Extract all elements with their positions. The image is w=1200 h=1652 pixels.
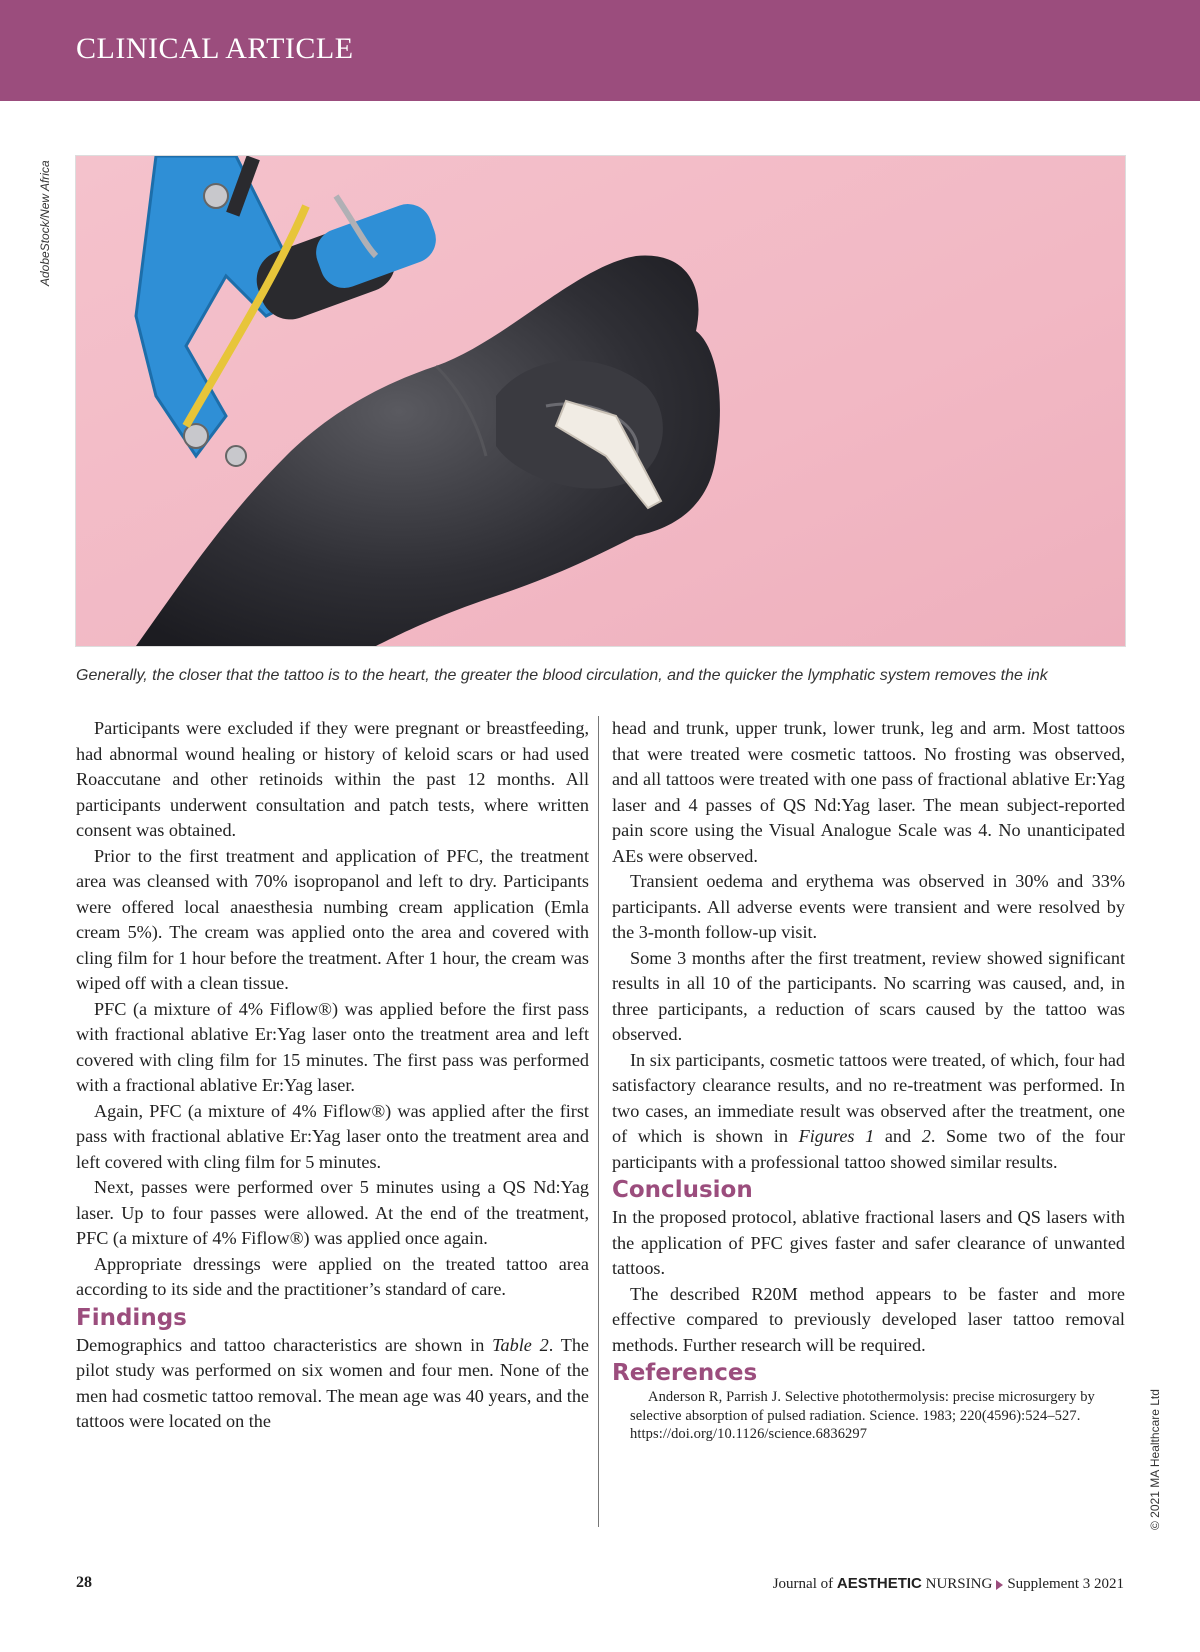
column-divider: [598, 716, 599, 1527]
tattoo-machine-photo: [75, 155, 1126, 647]
references-heading: References: [612, 1360, 758, 1386]
copyright-text: © 2021 MA Healthcare Ltd: [1148, 1389, 1162, 1530]
right-column: [612, 716, 1125, 1444]
paragraph: Transient oedema and erythema was observed in 30% and 33% participants. All adverse events were transient and were resolved by the 3-month follow-up visit.: [612, 871, 1125, 942]
paragraph: Next, passes were performed over 5 minutes using a QS Nd:Yag laser. Up to four passes were allowed. At the end of the treatment, PFC (a mixture of 4% Fiflow®) was applied once again.: [76, 1177, 589, 1248]
paragraph: PFC (a mixture of 4% Fiflow®) was applied before the first pass with fractional ablative Er:Yag laser onto the treatment area and left covered with cling film for 15 minutes. The first pass was performed with a fractional ablative Er:Yag laser.: [76, 998, 589, 1095]
photo-illustration: [76, 156, 1125, 646]
paragraph: Again, PFC (a mixture of 4% Fiflow®) was applied after the first pass with fractional ablative Er:Yag laser onto the treatment area and left covered with cling film for 5 minutes.: [76, 1100, 589, 1172]
photo-credit: [38, 156, 52, 286]
paragraph: Prior to the first treatment and application of PFC, the treatment area was cleansed with 70% isopropanol and left to dry. Participants were offered local anaesthesia numbing cream application (Emla cream 5%). The cream was applied onto the area and covered with cling film for 1 hour before the treatment. After 1 hour, the cream was wiped off with a clean tissue.: [76, 845, 589, 993]
paragraph: Some 3 months after the first treatment, review showed significant results in all 10 of the participants. No scarring was caused, and, in three participants, a reduction of scars caused by the tattoo was observed.: [612, 947, 1125, 1044]
paragraph: Participants were excluded if they were pregnant or breastfeeding, had abnormal wound healing or history of keloid scars or had used Roaccutane and other retinoids within the past 12 months. All participants underwent consultation and patch tests, where written consent was obtained.: [76, 718, 589, 840]
photo-credit-text: AdobeStock/New Africa: [38, 160, 52, 286]
left-column: [76, 716, 589, 1435]
journal-footer: Journal of AESTHETIC NURSING Supplement 3 2021: [772, 1575, 1124, 1592]
conclusion-heading: Conclusion: [612, 1177, 753, 1203]
section-title: CLINICAL ARTICLE: [76, 32, 354, 65]
triangle-icon: [996, 1580, 1003, 1590]
paragraph: head and trunk, upper trunk, lower trunk, leg and arm. Most tattoos that were treated were cosmetic tattoos. No frosting was observed, and all tattoos were treated with one pass of fractional ablative Er:Yag laser and 4 passes of QS Nd:Yag laser. The mean subject-reported pain score using the Visual Analogue Scale was 4. No unanticipated AEs were observed.: [612, 718, 1125, 866]
reference-item: Anderson R, Parrish J. Selective photothermolysis: precise microsurgery by selective absorption of pulsed radiation. Science. 1983; 220(4596):524–527. https://doi.org/10.1126/science.6836297: [630, 1389, 1095, 1442]
page-number: 28: [76, 1574, 92, 1591]
paragraph: Appropriate dressings were applied on the treated tattoo area according to its side and the practitioner’s standard of care.: [76, 1253, 589, 1299]
paragraph: In six participants, cosmetic tattoos were treated, of which, four had satisfactory clearance results, and no re-treatment was performed. In two cases, an immediate result was observed after the treatment, one of which is shown in Figures 1 and 2. Some two of the four participants with a professional tattoo showed similar results.: [612, 1049, 1125, 1172]
paragraph: In the proposed protocol, ablative fractional lasers and QS lasers with the application of PFC gives faster and safer clearance of unwanted tattoos.: [612, 1207, 1125, 1278]
copyright-credit: [1148, 1380, 1162, 1530]
findings-heading: Findings: [76, 1304, 187, 1331]
photo-caption: Generally, the closer that the tattoo is to the heart, the greater the blood circulation, and the quicker the lymphatic system removes the ink: [76, 667, 1048, 684]
findings-paragraph: Demographics and tattoo characteristics are shown in Table 2. The pilot study was performed on six women and four men. None of the men had cosmetic tattoo removal. The mean age was 40 years, and the tattoos were located on the: [76, 1334, 589, 1431]
paragraph: The described R20M method appears to be faster and more effective compared to previously developed laser tattoo removal methods. Further research will be required.: [612, 1283, 1125, 1355]
